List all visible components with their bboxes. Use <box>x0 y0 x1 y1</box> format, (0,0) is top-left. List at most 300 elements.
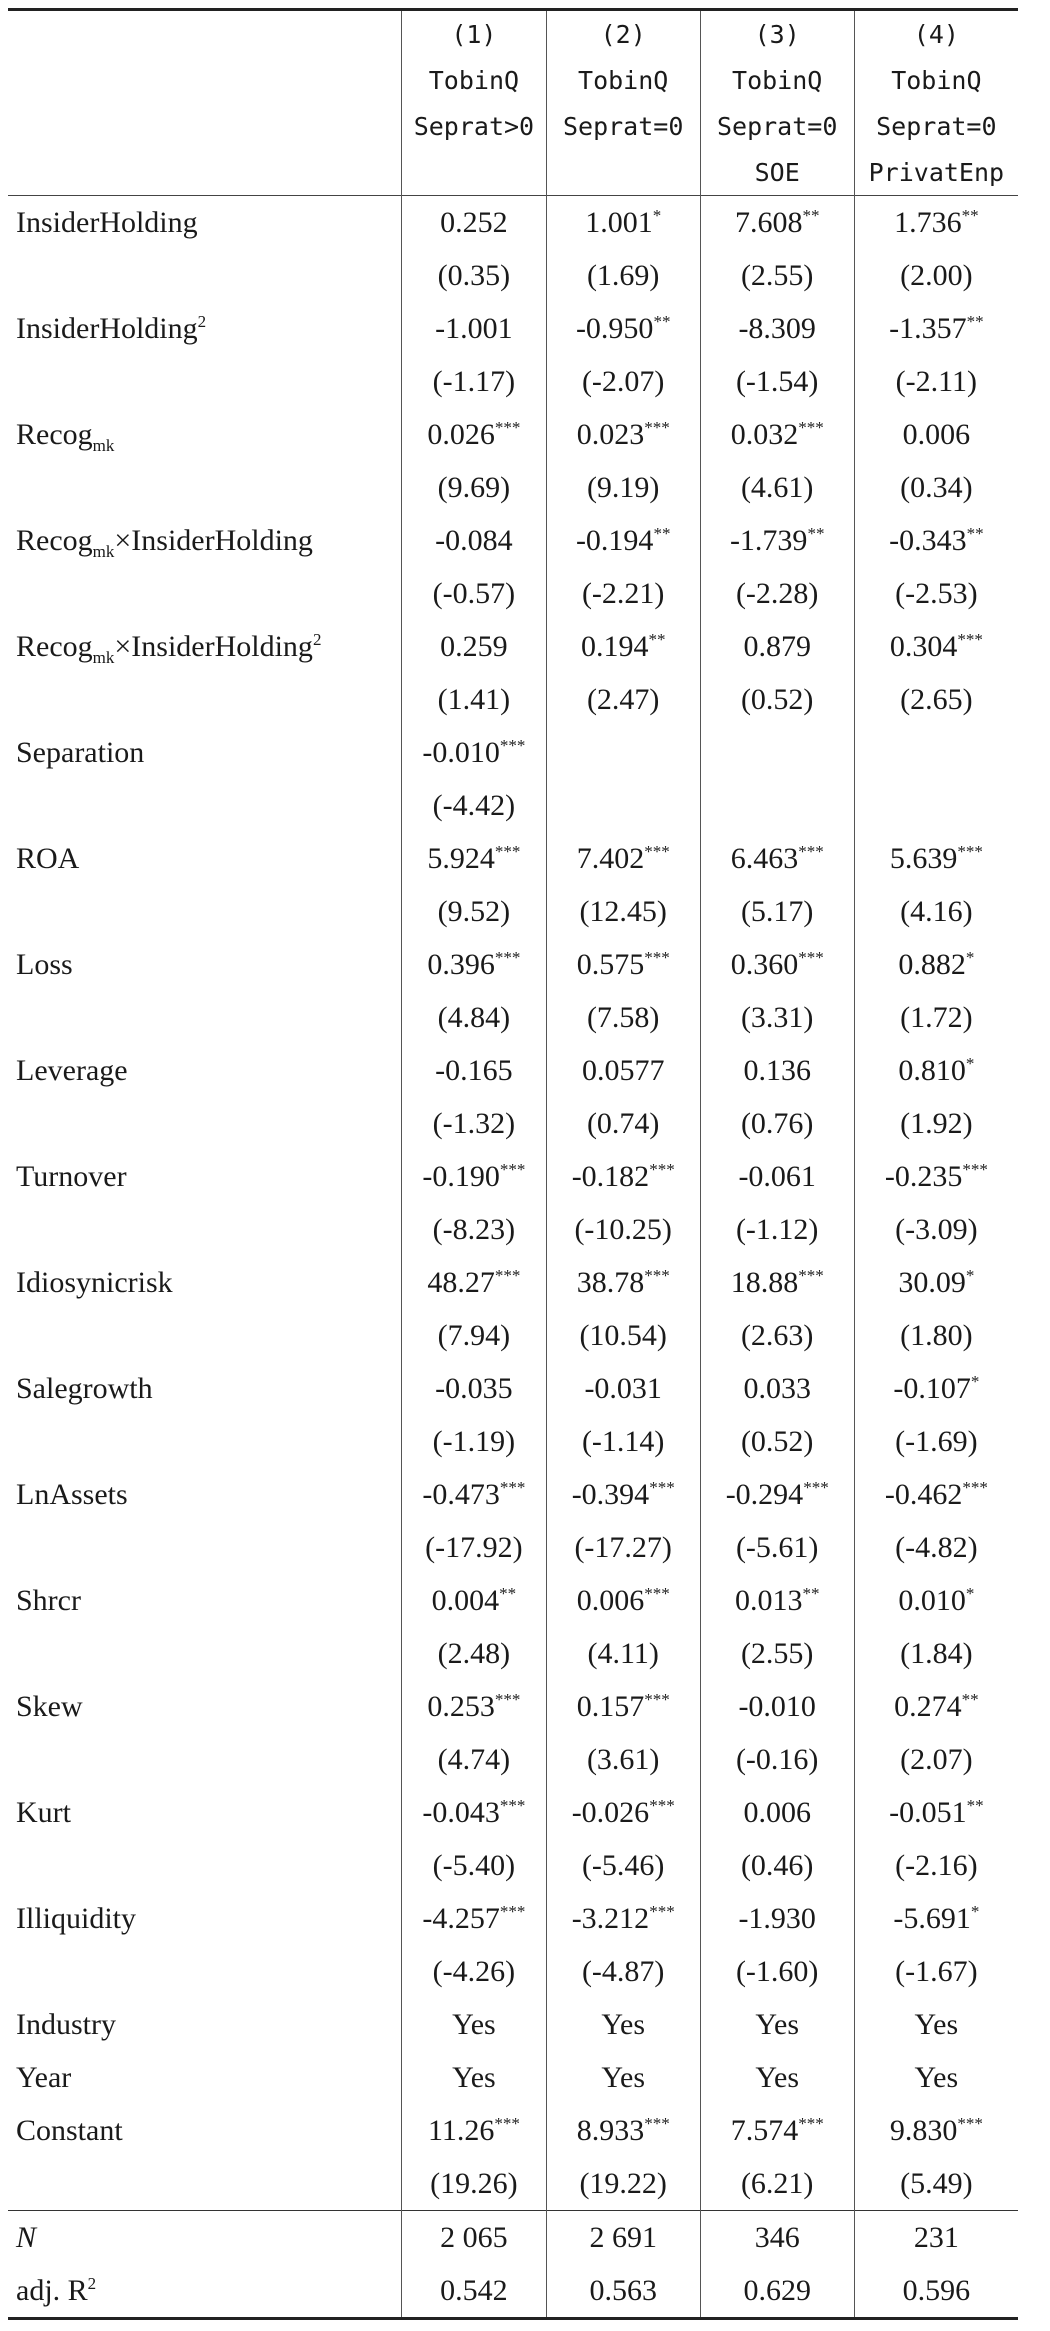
coefficient-cell <box>854 1150 1018 1203</box>
t-stat-value: (-2.21) <box>581 576 665 610</box>
header-nums-text: (3) <box>754 19 800 49</box>
significance-stars: * <box>652 205 662 225</box>
coefficient-row-label <box>8 1892 402 1945</box>
coefficient-value: -0.010 <box>738 1689 816 1723</box>
t-stat-row <box>8 1945 1018 1998</box>
t-stat-cell <box>700 885 854 938</box>
control-value: Yes <box>914 2060 959 2094</box>
coefficient-cell <box>402 1680 547 1733</box>
t-stat-cell <box>402 355 547 408</box>
coefficient-cell <box>854 514 1018 567</box>
t-stat-row <box>8 461 1018 514</box>
control-cell <box>546 1998 700 2051</box>
coefficient-cell <box>854 938 1018 991</box>
t-stat-label-blank <box>8 461 402 514</box>
t-stat-cell <box>700 567 854 620</box>
coefficient-cell <box>546 620 700 673</box>
t-stat-row <box>8 991 1018 1044</box>
significance-stars: *** <box>644 417 670 437</box>
coefficient-value: -0.107 <box>893 1371 971 1405</box>
t-stat-label-blank <box>8 1097 402 1150</box>
variable-superscript: 2 <box>312 629 322 649</box>
coefficient-cell <box>402 196 547 250</box>
t-stat-cell <box>700 1203 854 1256</box>
significance-stars: * <box>970 1901 980 1921</box>
coefficient-value: 0.304 <box>889 629 958 663</box>
coefficient-cell <box>700 620 854 673</box>
coefficient-row-label <box>8 1468 402 1521</box>
t-stat-cell <box>402 1627 547 1680</box>
coefficient-value: 0.253 <box>427 1689 495 1723</box>
t-stat-value: (-10.25) <box>574 1212 672 1246</box>
coefficient-cell <box>546 1680 700 1733</box>
t-stat-cell <box>854 1945 1018 1998</box>
coefficient-value: -0.182 <box>571 1159 650 1193</box>
coefficient-cell <box>700 514 854 567</box>
significance-stars: *** <box>499 1901 526 1921</box>
coefficient-value: 7.574 <box>730 2113 799 2147</box>
statistic-cell <box>854 2264 1018 2319</box>
coefficient-value: 0.026 <box>427 417 495 451</box>
coefficient-row <box>8 1892 1018 1945</box>
coefficient-value: 0.033 <box>743 1371 811 1405</box>
header-cell <box>546 57 700 103</box>
coefficient-value: 0.259 <box>440 629 508 663</box>
coefficient-cell <box>546 1044 700 1097</box>
coefficient-row <box>8 1362 1018 1415</box>
coefficient-value: 5.639 <box>889 841 958 875</box>
coefficient-row <box>8 1786 1018 1839</box>
t-stat-cell <box>854 355 1018 408</box>
t-stat-value: (-1.67) <box>895 1954 978 1988</box>
t-stat-value: (4.16) <box>900 894 973 928</box>
t-stat-label-blank <box>8 1839 402 1892</box>
coefficient-cell <box>854 1362 1018 1415</box>
statistic-value: 231 <box>913 2220 959 2254</box>
t-stat-cell <box>402 2157 547 2211</box>
header-dep-text: TobinQ <box>428 65 520 95</box>
control-cell <box>854 2051 1018 2104</box>
coefficient-value: -0.035 <box>435 1371 513 1405</box>
coefficient-cell <box>700 302 854 355</box>
t-stat-row <box>8 2157 1018 2211</box>
t-stat-cell <box>546 567 700 620</box>
t-stat-cell <box>854 673 1018 726</box>
header-dep-text: TobinQ <box>578 65 669 95</box>
t-stat-value: (2.55) <box>740 1636 814 1670</box>
coefficient-value: -0.462 <box>884 1477 963 1511</box>
t-stat-cell <box>700 1627 854 1680</box>
statistic-cell <box>700 2211 854 2265</box>
header-cell <box>854 103 1018 149</box>
significance-stars: *** <box>649 1477 675 1497</box>
significance-stars: ** <box>648 629 666 649</box>
t-stat-row <box>8 1521 1018 1574</box>
t-stat-row <box>8 673 1018 726</box>
t-stat-cell <box>546 1309 700 1362</box>
coefficient-row <box>8 408 1018 461</box>
significance-stars: ** <box>802 205 820 225</box>
header-nums-text: (4) <box>913 19 959 49</box>
coefficient-value: -0.343 <box>889 523 967 557</box>
statistic-value: 0.563 <box>589 2273 657 2307</box>
coefficient-cell <box>854 1468 1018 1521</box>
significance-stars: *** <box>649 1795 675 1815</box>
coefficient-cell <box>700 1892 854 1945</box>
coefficient-value: -0.043 <box>422 1795 500 1829</box>
significance-stars: *** <box>957 629 983 649</box>
variable-name: adj. R <box>16 2273 88 2307</box>
t-stat-value: (2.55) <box>740 258 814 292</box>
t-stat-value: (-17.27) <box>574 1530 672 1564</box>
coefficient-value: -0.235 <box>884 1159 963 1193</box>
t-stat-value: (1.72) <box>900 1000 973 1034</box>
coefficient-row-label <box>8 514 402 567</box>
coefficient-cell <box>546 726 700 779</box>
significance-stars: ** <box>653 523 671 543</box>
t-stat-value: (2.07) <box>900 1742 973 1776</box>
coefficient-row-label <box>8 408 402 461</box>
t-stat-label-blank <box>8 1309 402 1362</box>
significance-stars: * <box>965 947 975 967</box>
t-stat-value: (12.45) <box>579 894 667 928</box>
significance-stars: *** <box>494 417 521 437</box>
coefficient-row-label <box>8 1786 402 1839</box>
variable-name: Separation <box>16 735 145 769</box>
statistic-value: 0.629 <box>743 2273 811 2307</box>
coefficient-row-label <box>8 302 402 355</box>
coefficient-cell <box>854 726 1018 779</box>
coefficient-value: -0.194 <box>575 523 654 557</box>
coefficient-value: 1.001 <box>585 205 653 239</box>
coefficient-cell <box>854 1786 1018 1839</box>
header-dep-text: TobinQ <box>891 65 982 95</box>
coefficient-value: 7.608 <box>734 205 803 239</box>
coefficient-cell <box>546 938 700 991</box>
coefficient-row-label <box>8 620 402 673</box>
t-stat-value: (4.11) <box>587 1636 659 1670</box>
t-stat-cell <box>700 1521 854 1574</box>
significance-stars: *** <box>494 1265 521 1285</box>
t-stat-value: (2.47) <box>586 682 660 716</box>
significance-stars: ** <box>807 523 825 543</box>
coefficient-value: 0.360 <box>730 947 799 981</box>
significance-stars: *** <box>499 735 526 755</box>
t-stat-value: (1.84) <box>900 1636 973 1670</box>
significance-stars: ** <box>966 311 984 331</box>
coefficient-cell <box>700 1362 854 1415</box>
t-stat-value: (-17.92) <box>425 1530 523 1564</box>
coefficient-value: -0.294 <box>725 1477 804 1511</box>
significance-stars: ** <box>966 523 984 543</box>
coefficient-value: 0.194 <box>580 629 649 663</box>
significance-stars: * <box>970 1371 980 1391</box>
coefficient-row <box>8 514 1018 567</box>
coefficient-row <box>8 1150 1018 1203</box>
coefficient-row <box>8 1468 1018 1521</box>
t-stat-cell <box>546 1415 700 1468</box>
t-stat-value: (-4.82) <box>895 1530 978 1564</box>
coefficient-value: 11.26 <box>427 2113 495 2147</box>
t-stat-cell <box>546 1945 700 1998</box>
t-stat-label-blank <box>8 1627 402 1680</box>
coefficient-value: 0.252 <box>440 205 508 239</box>
coefficient-value: 30.09 <box>898 1265 966 1299</box>
t-stat-cell <box>700 673 854 726</box>
coefficient-value: 0.882 <box>898 947 966 981</box>
t-stat-value: (0.76) <box>740 1106 814 1140</box>
coefficient-cell <box>402 938 547 991</box>
t-stat-cell <box>700 355 854 408</box>
variable-name: InsiderHolding <box>16 205 198 239</box>
t-stat-value: (3.31) <box>740 1000 814 1034</box>
coefficient-cell <box>402 620 547 673</box>
significance-stars: ** <box>653 311 671 331</box>
t-stat-cell <box>854 1097 1018 1150</box>
significance-stars: *** <box>499 1795 526 1815</box>
variable-name: Recog <box>16 523 93 557</box>
significance-stars: *** <box>644 947 670 967</box>
t-stat-value: (0.52) <box>740 1424 814 1458</box>
t-stat-cell <box>546 355 700 408</box>
coefficient-value: -0.084 <box>435 523 513 557</box>
t-stat-cell <box>854 1521 1018 1574</box>
significance-stars: *** <box>798 947 824 967</box>
t-stat-value: (9.52) <box>437 894 511 928</box>
coefficient-cell <box>546 302 700 355</box>
control-cell <box>700 1998 854 2051</box>
significance-stars: *** <box>644 2113 670 2133</box>
t-stat-value: (0.52) <box>740 682 814 716</box>
significance-stars: *** <box>499 1159 526 1179</box>
significance-stars: *** <box>494 841 521 861</box>
t-stat-value: (-5.61) <box>735 1530 819 1564</box>
t-stat-cell <box>402 885 547 938</box>
significance-stars: *** <box>798 1265 824 1285</box>
t-stat-cell <box>854 1415 1018 1468</box>
header-row-sub <box>8 149 1018 196</box>
significance-stars: *** <box>644 841 670 861</box>
coefficient-cell <box>700 1574 854 1627</box>
coefficient-value: 18.88 <box>730 1265 799 1299</box>
t-stat-value: (2.48) <box>437 1636 511 1670</box>
t-stat-cell <box>546 779 700 832</box>
header-cond-text: Seprat=0 <box>562 111 684 141</box>
t-stat-value: (-8.23) <box>432 1212 516 1246</box>
t-stat-value: (-2.07) <box>581 364 665 398</box>
t-stat-value: (-1.17) <box>432 364 516 398</box>
t-stat-cell <box>700 1415 854 1468</box>
t-stat-value: (2.63) <box>740 1318 814 1352</box>
t-stat-cell <box>854 461 1018 514</box>
header-cell <box>546 149 700 196</box>
coefficient-row-label <box>8 1150 402 1203</box>
t-stat-cell <box>402 1839 547 1892</box>
control-value: Yes <box>755 2060 800 2094</box>
coefficient-value: 7.402 <box>576 841 645 875</box>
variable-name: Leverage <box>16 1053 128 1087</box>
significance-stars: *** <box>957 841 983 861</box>
t-stat-value: (-5.46) <box>581 1848 665 1882</box>
t-stat-value: (-2.28) <box>735 576 819 610</box>
coefficient-cell <box>700 408 854 461</box>
coefficient-cell <box>546 1150 700 1203</box>
statistic-value: 346 <box>754 2220 800 2254</box>
coefficient-cell <box>546 1468 700 1521</box>
coefficient-cell <box>402 832 547 885</box>
coefficient-cell <box>402 1786 547 1839</box>
variable-name: Shrcr <box>16 1583 81 1617</box>
statistic-cell <box>402 2211 547 2265</box>
header-corner <box>8 57 402 103</box>
variable-name: Illiquidity <box>16 1901 136 1935</box>
significance-stars: *** <box>494 947 521 967</box>
t-stat-value: (-1.12) <box>735 1212 819 1246</box>
t-stat-label-blank <box>8 567 402 620</box>
variable-subscript: mk <box>92 435 115 455</box>
coefficient-cell <box>546 196 700 250</box>
t-stat-value: (-4.87) <box>581 1954 665 1988</box>
coefficient-cell <box>854 302 1018 355</box>
coefficient-row-label <box>8 196 402 250</box>
t-stat-value: (-4.42) <box>432 788 516 822</box>
coefficient-value: 0.157 <box>576 1689 645 1723</box>
coefficient-value: 0.396 <box>427 947 495 981</box>
t-stat-label-blank <box>8 1733 402 1786</box>
coefficient-value: -0.061 <box>738 1159 816 1193</box>
variable-name: InsiderHolding <box>16 311 198 345</box>
variable-name: Industry <box>16 2007 116 2041</box>
coefficient-cell <box>854 408 1018 461</box>
t-stat-cell <box>402 991 547 1044</box>
coefficient-cell <box>700 832 854 885</box>
t-stat-label-blank <box>8 1415 402 1468</box>
coefficient-cell <box>700 1786 854 1839</box>
t-stat-value: (-1.32) <box>432 1106 516 1140</box>
t-stat-cell <box>546 991 700 1044</box>
coefficient-cell <box>402 514 547 567</box>
control-value: Yes <box>914 2007 959 2041</box>
control-value: Yes <box>601 2060 646 2094</box>
coefficient-value: 0.032 <box>730 417 799 451</box>
t-stat-label-blank <box>8 249 402 302</box>
t-stat-cell <box>546 461 700 514</box>
t-stat-value: (-1.54) <box>735 364 819 398</box>
statistic-row <box>8 2211 1018 2265</box>
t-stat-row <box>8 885 1018 938</box>
coefficient-cell <box>402 1362 547 1415</box>
significance-stars: *** <box>798 2113 824 2133</box>
coefficient-value: -0.031 <box>584 1371 662 1405</box>
t-stat-row <box>8 249 1018 302</box>
coefficient-value: -1.357 <box>889 311 967 345</box>
control-cell <box>700 2051 854 2104</box>
t-stat-cell <box>546 1097 700 1150</box>
t-stat-value: (19.26) <box>430 2166 518 2200</box>
coefficient-row <box>8 832 1018 885</box>
coefficient-cell <box>700 2104 854 2157</box>
t-stat-row <box>8 1627 1018 1680</box>
coefficient-value: 0.006 <box>902 417 971 451</box>
significance-stars: *** <box>798 417 824 437</box>
variable-superscript: 2 <box>87 2273 97 2293</box>
coefficient-cell <box>854 1256 1018 1309</box>
t-stat-value: (4.74) <box>437 1742 511 1776</box>
coefficient-value: -5.691 <box>893 1901 971 1935</box>
header-cond-text: Seprat>0 <box>413 111 535 141</box>
t-stat-row <box>8 1733 1018 1786</box>
coefficient-value: 48.27 <box>427 1265 495 1299</box>
coefficient-cell <box>402 2104 547 2157</box>
t-stat-cell <box>854 1203 1018 1256</box>
coefficient-cell <box>854 1044 1018 1097</box>
control-cell <box>854 1998 1018 2051</box>
coefficient-value: 0.023 <box>576 417 645 451</box>
coefficient-row-label <box>8 726 402 779</box>
coefficient-cell <box>700 196 854 250</box>
t-stat-row <box>8 1309 1018 1362</box>
t-stat-value: (0.35) <box>437 258 511 292</box>
header-cell <box>700 149 854 196</box>
t-stat-cell <box>402 249 547 302</box>
t-stat-row <box>8 1203 1018 1256</box>
t-stat-cell <box>546 2157 700 2211</box>
variable-name: Constant <box>16 2113 123 2147</box>
t-stat-value: (5.17) <box>740 894 814 928</box>
t-stat-value: (1.69) <box>586 258 660 292</box>
t-stat-value: (1.92) <box>900 1106 973 1140</box>
variable-subscript: mk <box>92 647 115 667</box>
coefficient-value: 0.013 <box>734 1583 803 1617</box>
header-cond-text: Seprat=0 <box>876 111 997 141</box>
significance-stars: *** <box>962 1159 988 1179</box>
t-stat-label-blank <box>8 991 402 1044</box>
coefficient-cell <box>546 1256 700 1309</box>
t-stat-cell <box>854 2157 1018 2211</box>
coefficient-cell <box>700 1044 854 1097</box>
t-stat-value: (-2.16) <box>895 1848 978 1882</box>
coefficient-row <box>8 938 1018 991</box>
t-stat-cell <box>402 673 547 726</box>
coefficient-cell <box>546 408 700 461</box>
statistic-cell <box>402 2264 547 2319</box>
t-stat-row <box>8 355 1018 408</box>
t-stat-label-blank <box>8 1203 402 1256</box>
coefficient-cell <box>854 196 1018 250</box>
coefficient-cell <box>700 1150 854 1203</box>
coefficient-value: -3.212 <box>571 1901 650 1935</box>
t-stat-label-blank <box>8 779 402 832</box>
coefficient-row-label <box>8 2104 402 2157</box>
t-stat-row <box>8 1839 1018 1892</box>
header-nums-text: (1) <box>451 19 497 49</box>
header-dep-text: TobinQ <box>732 65 823 95</box>
coefficient-value: 0.136 <box>743 1053 811 1087</box>
coefficient-cell <box>402 1044 547 1097</box>
control-cell <box>402 1998 547 2051</box>
coefficient-row <box>8 1044 1018 1097</box>
significance-stars: ** <box>802 1583 820 1603</box>
table-body <box>8 10 1018 2319</box>
coefficient-value: -0.473 <box>422 1477 500 1511</box>
header-cell <box>402 149 547 196</box>
t-stat-cell <box>402 779 547 832</box>
t-stat-cell <box>700 1097 854 1150</box>
coefficient-cell <box>402 1150 547 1203</box>
significance-stars: *** <box>494 1689 521 1709</box>
t-stat-cell <box>700 991 854 1044</box>
significance-stars: *** <box>649 1159 675 1179</box>
